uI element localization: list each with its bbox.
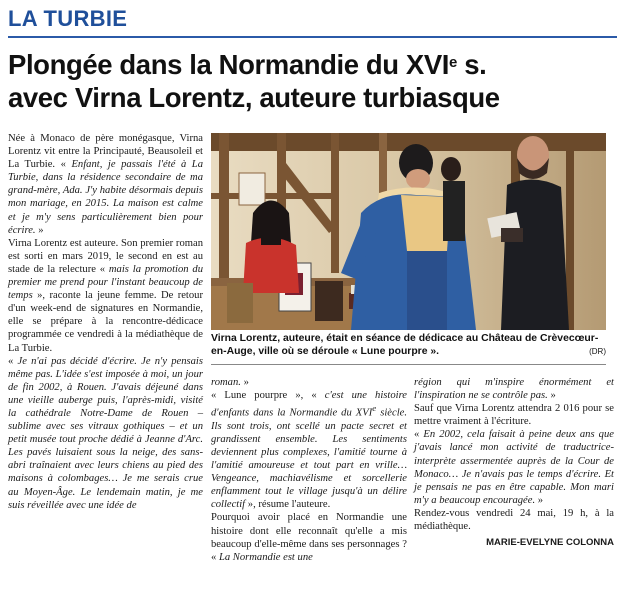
article-paragraph <box>211 376 407 389</box>
headline-text-1: Plongée dans la Normandie du XVI <box>8 49 450 80</box>
photo-credit: (DR) <box>589 347 606 356</box>
article-text-run: région qui m'inspire énormément et l'inspiration ne se contrôle pas. <box>414 377 614 402</box>
article-text-run: « <box>414 429 424 441</box>
author-signature: MARIE-EVELYNE COLONNA <box>486 537 614 549</box>
article-text-run: Rendez-vous vendredi 24 mai, 19 h, à la médiathèque. <box>414 507 614 533</box>
article-headline <box>8 48 620 114</box>
article-text-run: Je n'ai pas décidé d'écrire. Je n'y pensais même pas. L'idée s'est imposée à moi, un jour de fin 2002, à Rouen. J'avais déjeuné dans une vieille auberge puis, l'après-midi, visité la cathédrale Notre-Dame de Rouen – sublime avec ses vitraux gothiques – et un petit musée tout proche dédié à Jeanne d'Arc. Les pavés luisaient sous la neige, des sans-abri traînaient avec leurs chiens au pied des maisons à colombages… Je me serais crue au Moyen-Âge. Le lendemain matin, je me suis réveillée avec une idée de <box>8 355 203 511</box>
article-text-run: Sauf que Virna Lorentz attendra 2 016 pour se mettre vraiment à l'écriture. <box>414 403 614 428</box>
article-paragraph <box>414 428 614 507</box>
article-text-run: » <box>35 224 44 236</box>
caption-text: Virna Lorentz, auteure, était en séance de dédicace au Château de Crèvecœur-en-Auge, ville où se déroule « Lune pourpre ». <box>211 333 599 357</box>
article-text-run: Née à Monaco de père monégasque, Virna Lorentz vit entre la Principauté, Beausoleil et La Turbie. « <box>8 133 203 171</box>
article-text-run: Virna Lorentz est auteure. Son premier roman est sorti en mars 2019, le second en est au stade de la relecture « <box>8 237 203 275</box>
photo-caption <box>211 332 606 358</box>
article-photo <box>211 133 606 330</box>
article-paragraph <box>211 389 407 511</box>
headline-line-2: avec Virna Lorentz, auteure turbiasque <box>8 82 500 113</box>
article-text-run: « Lune pourpre », « <box>211 390 325 402</box>
article-text-run: Enfant, je passais l'été à La Turbie, dans la résidence secondaire de ma grand-mère, Ada. J'y habite désormais depuis mon mariage, en 2015. La maison est calme et je m'y sens particulièrement bien pour écrire. <box>8 159 203 236</box>
headline-line-1 <box>8 48 620 81</box>
article-column-3 <box>414 376 614 549</box>
article-text-run: mais la promotion du premier me prend pour l'instant beaucoup de temps <box>8 263 203 302</box>
article-paragraph <box>414 376 614 402</box>
article-text-run: », résume l'auteure. <box>245 499 331 511</box>
article-text-run: e <box>372 403 377 414</box>
article-text-run: siècle. Ils sont trois, ont scellé un pacte secret et grandissent ensemble. Les sentiments deviennent plus complexes, l'amitié tourne à l'amitié amoureuse et tout part en vrille… Vengeance, machiavélisme et sorcellerie enflamment tout le village jusqu'à un délire collectif <box>211 407 407 511</box>
headline-text-1-end: s. <box>457 49 487 80</box>
headline-superscript: e <box>449 54 457 71</box>
section-rubric: LA TURBIE <box>8 6 128 31</box>
article-text-run: c'est une histoire d'enfants dans la Normandie du XVI <box>211 390 407 419</box>
article-text-run: En 2002, cela faisait à peine deux ans que j'avais lancé mon activité de traductrice-interprète assermentée auprès de la Cour de Monaco… Je n'avais pas le temps d'écrire. Et je pensais ne pas en être capable. Mon mari m'y a beaucoup encouragée. <box>414 429 614 506</box>
article-paragraph <box>211 511 407 563</box>
article-text-run: La Normandie est une <box>218 551 313 563</box>
photo-illustration <box>211 133 606 330</box>
article-text-run: » <box>547 390 556 402</box>
article-column-2 <box>211 376 407 564</box>
article-column-1 <box>8 132 203 512</box>
article-text-run: » <box>240 377 249 388</box>
article-paragraph <box>8 237 203 355</box>
article-paragraph <box>414 507 614 533</box>
article-text-run: roman. <box>211 377 241 388</box>
article-paragraph <box>8 132 203 237</box>
article-paragraph <box>8 355 203 512</box>
article-text-run: « <box>8 355 18 367</box>
rubric-divider <box>8 36 617 38</box>
article-text-run: Pourquoi avoir placé en Normandie une histoire dont elle reconnaît qu'elle a mis beaucoup d'elle-même dans ses personnages ? « <box>211 512 407 563</box>
article-text-run: », raconte la jeune femme. De retour d'un week-end de signatures en Normandie, elle se prépare à la rencontre-dédicace programmée ce vendredi à la médiathèque de La Turbie. <box>8 290 203 354</box>
article-paragraph <box>414 402 614 428</box>
caption-divider <box>211 364 606 365</box>
article-text-run: » <box>535 494 544 506</box>
